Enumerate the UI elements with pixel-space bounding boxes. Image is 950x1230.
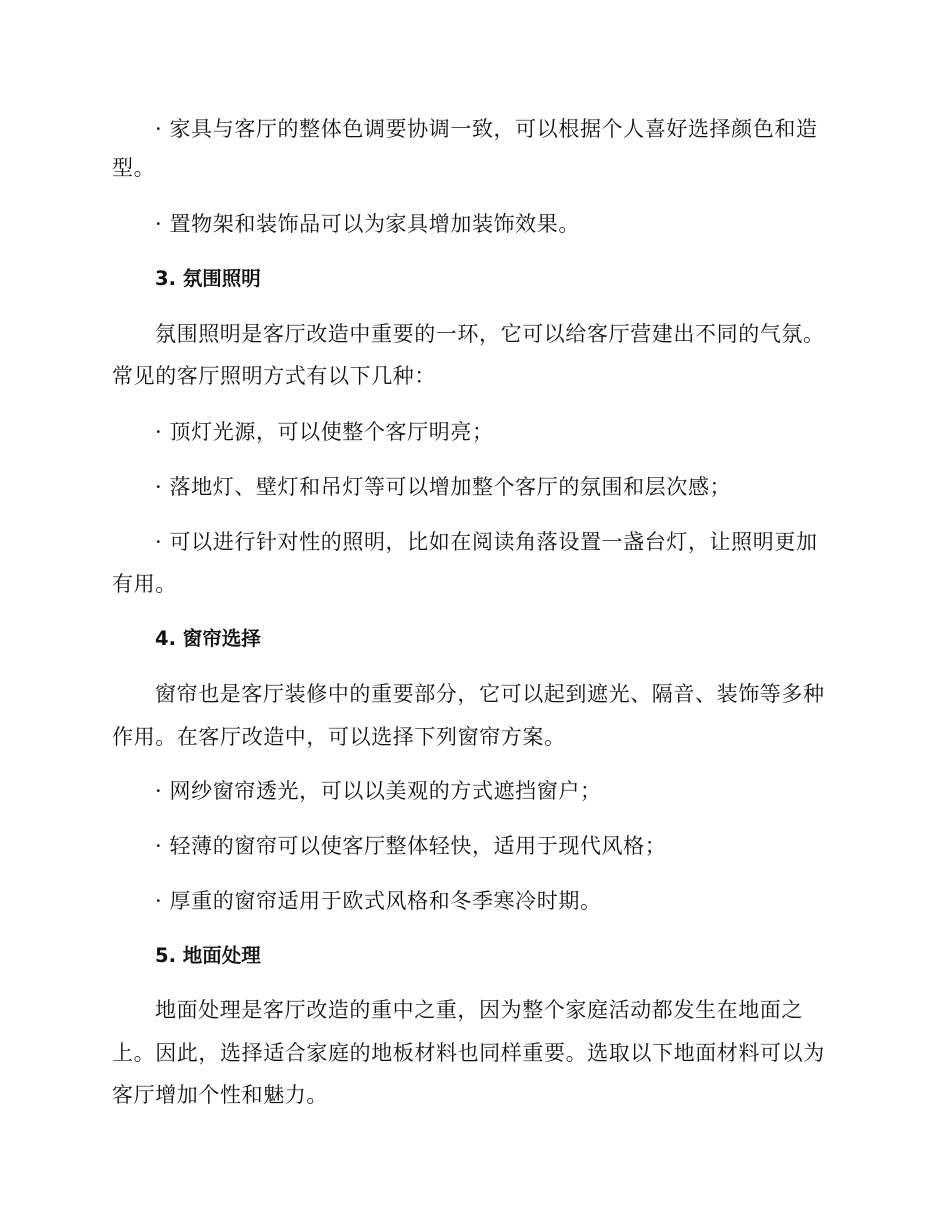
paragraph-flooring-intro-end: 客厅增加个性和魅力。 (112, 1083, 328, 1107)
bullet-paragraph-floor-lamps: · 落地灯、壁灯和吊灯等可以增加整个客厅的氛围和层次感； (155, 475, 732, 499)
section-heading-flooring: 5. 地面处理 (155, 944, 261, 967)
paragraph-curtains-intro: 窗帘也是客厅装修中的重要部分，它可以起到遮光、隔音、装饰等多种 (155, 682, 825, 706)
paragraph-lighting-intro: 氛围照明是客厅改造中重要的一环，它可以给客厅营建出不同的气氛。 (155, 322, 825, 346)
paragraph-curtains-intro-cont: 作用。在客厅改造中，可以选择下列窗帘方案。 (112, 725, 566, 749)
paragraph-flooring-intro: 地面处理是客厅改造的重中之重，因为整个家庭活动都发生在地面之 (155, 998, 803, 1022)
bullet-paragraph-furniture-color-cont: 型。 (112, 156, 156, 180)
bullet-paragraph-furniture-color: · 家具与客厅的整体色调要协调一致，可以根据个人喜好选择颜色和造 (155, 117, 818, 141)
bullet-paragraph-light-curtains: · 轻薄的窗帘可以使客厅整体轻快，适用于现代风格； (155, 834, 667, 858)
bullet-paragraph-ceiling-light: · 顶灯光源，可以使整个客厅明亮； (155, 420, 494, 444)
paragraph-flooring-intro-cont: 上。因此，选择适合家庭的地板材料也同样重要。选取以下地面材料可以为 (112, 1041, 825, 1065)
bullet-paragraph-heavy-curtains: · 厚重的窗帘适用于欧式风格和冬季寒冷时期。 (155, 889, 602, 913)
section-heading-curtains: 4. 窗帘选择 (155, 627, 261, 650)
bullet-paragraph-task-lighting-cont: 有用。 (112, 572, 177, 596)
bullet-paragraph-task-lighting: · 可以进行针对性的照明，比如在阅读角落设置一盏台灯，让照明更加 (155, 530, 818, 554)
section-heading-lighting: 3. 氛围照明 (155, 267, 261, 290)
bullet-paragraph-shelves: · 置物架和装饰品可以为家具增加装饰效果。 (155, 212, 580, 236)
bullet-paragraph-sheer-curtains: · 网纱窗帘透光，可以以美观的方式遮挡窗户； (155, 779, 602, 803)
paragraph-lighting-intro-cont: 常见的客厅照明方式有以下几种： (112, 364, 436, 388)
